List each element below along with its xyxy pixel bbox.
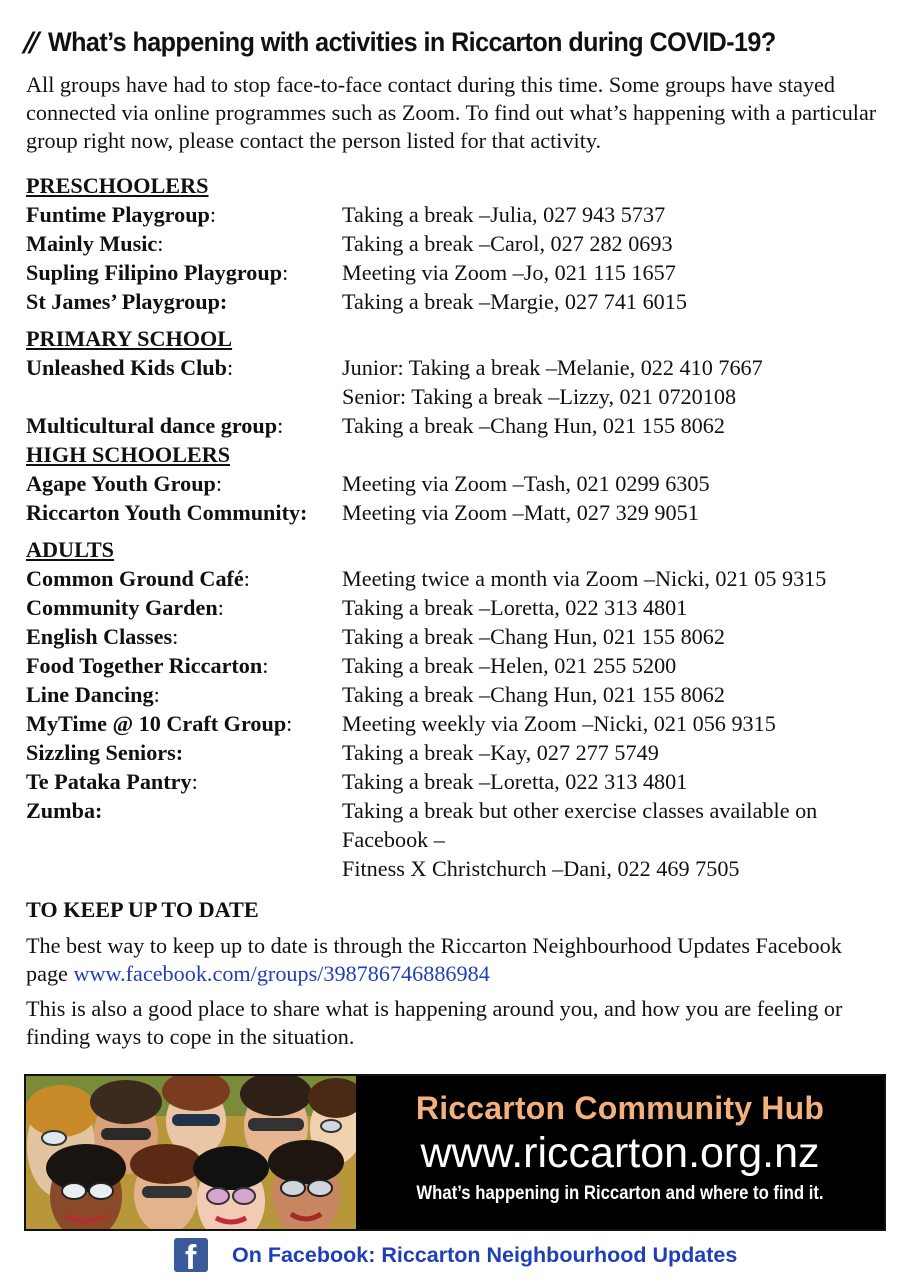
activity-detail: Meeting weekly via Zoom –Nicki, 021 056 9315: [342, 711, 776, 736]
facebook-icon[interactable]: f: [174, 1238, 208, 1272]
activity-name: Unleashed Kids Club: [26, 355, 227, 380]
activity-name: Zumba:: [26, 798, 103, 823]
keep-up-paragraph: The best way to keep up to date is through the Riccarton Neighbourhood Updates Facebook page www.facebook.com/groups/398786746886984: [26, 933, 842, 986]
activity-row: Multicultural dance group: Taking a break –Chang Hun, 021 155 8062: [26, 411, 896, 440]
activity-detail: Meeting via Zoom –Jo, 021 115 1657: [342, 260, 676, 285]
page-title: What’s happening with activities in Riccarton during COVID-19?: [47, 26, 776, 57]
activity-name: Mainly Music: [26, 231, 158, 256]
activity-name: Te Pataka Pantry: [26, 769, 192, 794]
activity-row: [26, 854, 896, 883]
activity-name: Community Garden: [26, 595, 218, 620]
hub-website[interactable]: www.riccarton.org.nz: [420, 1129, 820, 1177]
activity-row: Common Ground Café: Meeting twice a month via Zoom –Nicki, 021 05 9315: [26, 564, 896, 593]
section-adults: [26, 535, 896, 883]
activity-name: Sizzling Seniors:: [26, 740, 184, 765]
activity-row: Unleashed Kids Club: Junior: Taking a break –Melanie, 022 410 7667: [26, 353, 896, 382]
facebook-footer-text[interactable]: On Facebook: Riccarton Neighbourhood Updates: [232, 1242, 738, 1267]
activity-name: Riccarton Youth Community:: [26, 500, 308, 525]
hub-info: [356, 1076, 884, 1229]
activity-detail: Taking a break –Helen, 021 255 5200: [342, 653, 677, 678]
activity-detail: Taking a break –Julia, 027 943 5737: [342, 202, 666, 227]
activity-name: Agape Youth Group: [26, 471, 216, 496]
facebook-footer[interactable]: [174, 1237, 738, 1277]
activity-name: English Classes: [26, 624, 173, 649]
activity-row: English Classes: Taking a break –Chang Hun, 021 155 8062: [26, 622, 896, 651]
activity-row: Funtime Playgroup: Taking a break –Julia, 027 943 5737: [26, 200, 896, 229]
section-heading: ADULTS: [26, 537, 114, 562]
section-heading: HIGH SCHOOLERS: [26, 442, 231, 467]
activity-detail: Meeting twice a month via Zoom –Nicki, 021 05 9315: [342, 566, 827, 591]
section-primary-school: [26, 324, 896, 440]
activity-row: Supling Filipino Playgroup: Meeting via Zoom –Jo, 021 115 1657: [26, 258, 896, 287]
hub-tagline: What’s happening in Riccarton and where to find it.: [416, 1183, 824, 1204]
activity-row: [26, 287, 896, 316]
activity-detail: Taking a break –Loretta, 022 313 4801: [342, 769, 688, 794]
activity-detail: Taking a break –Loretta, 022 313 4801: [342, 595, 688, 620]
activity-detail: Meeting via Zoom –Tash, 021 0299 6305: [342, 471, 710, 496]
section-heading: PRIMARY SCHOOL: [26, 326, 233, 351]
activity-detail: Taking a break –Kay, 027 277 5749: [342, 740, 659, 765]
activity-row: [26, 498, 896, 527]
share-paragraph: This is also a good place to share what is happening around you, and how you are feeling or finding ways to cope in the situation.: [26, 996, 843, 1049]
activity-detail: Taking a break –Chang Hun, 021 155 8062: [342, 682, 725, 707]
activity-row: [26, 382, 896, 411]
double-slash-icon: //: [24, 26, 36, 58]
activity-row: Community Garden: Taking a break –Loretta, 022 313 4801: [26, 593, 896, 622]
activity-row: Food Together Riccarton: Taking a break –Helen, 021 255 5200: [26, 651, 896, 680]
activity-row: [26, 796, 896, 854]
title-row: [24, 22, 884, 62]
section-heading: PRESCHOOLERS: [26, 173, 209, 198]
activity-detail: Taking a break –Chang Hun, 021 155 8062: [342, 413, 725, 438]
activity-row: Mainly Music: Taking a break –Carol, 027 282 0693: [26, 229, 896, 258]
section-high-schoolers: [26, 440, 896, 527]
faces-illustration-icon: [26, 1076, 356, 1229]
activity-name: Funtime Playgroup: [26, 202, 210, 227]
activity-row: Line Dancing: Taking a break –Chang Hun, 021 155 8062: [26, 680, 896, 709]
facebook-group-link[interactable]: www.facebook.com/groups/398786746886984: [73, 961, 490, 986]
activity-detail: Taking a break –Carol, 027 282 0693: [342, 231, 673, 256]
activity-row: [26, 738, 896, 767]
activity-detail: Senior: Taking a break –Lizzy, 021 0720108: [342, 384, 737, 409]
activity-name: MyTime @ 10 Craft Group: [26, 711, 287, 736]
activity-detail: Fitness X Christchurch –Dani, 022 469 7505: [342, 856, 740, 881]
intro-paragraph: All groups have had to stop face-to-face contact during this time. Some groups have stayed connected via online programmes such as Zoom. To find out what’s happening with a particular group right now, please contact the person listed for that activity.: [26, 72, 877, 153]
keep-up-to-date: [26, 896, 888, 1058]
keep-up-heading: TO KEEP UP TO DATE: [26, 897, 259, 922]
activity-row: Te Pataka Pantry: Taking a break –Loretta, 022 313 4801: [26, 767, 896, 796]
community-hub-banner: [24, 1074, 886, 1231]
activity-detail: Taking a break –Chang Hun, 021 155 8062: [342, 624, 725, 649]
activity-row: Agape Youth Group: Meeting via Zoom –Tash, 021 0299 6305: [26, 469, 896, 498]
faces-artwork: [26, 1076, 356, 1229]
hub-title: Riccarton Community Hub: [415, 1090, 825, 1126]
activity-name: Supling Filipino Playgroup: [26, 260, 283, 285]
activity-name: Common Ground Café: [26, 566, 244, 591]
activity-detail: Junior: Taking a break –Melanie, 022 410 7667: [342, 355, 763, 380]
activity-name: St James’ Playgroup:: [26, 289, 228, 314]
activity-name: Multicultural dance group: [26, 413, 278, 438]
activity-name: Line Dancing: [26, 682, 154, 707]
activity-detail: Meeting via Zoom –Matt, 027 329 9051: [342, 500, 699, 525]
activity-detail: Taking a break but other exercise classes available on Facebook –: [342, 798, 818, 852]
activity-name: Food Together Riccarton: [26, 653, 263, 678]
activity-sections: [26, 171, 896, 883]
section-preschoolers: [26, 171, 896, 316]
activity-row: MyTime @ 10 Craft Group: Meeting weekly via Zoom –Nicki, 021 056 9315: [26, 709, 896, 738]
activity-detail: Taking a break –Margie, 027 741 6015: [342, 289, 687, 314]
